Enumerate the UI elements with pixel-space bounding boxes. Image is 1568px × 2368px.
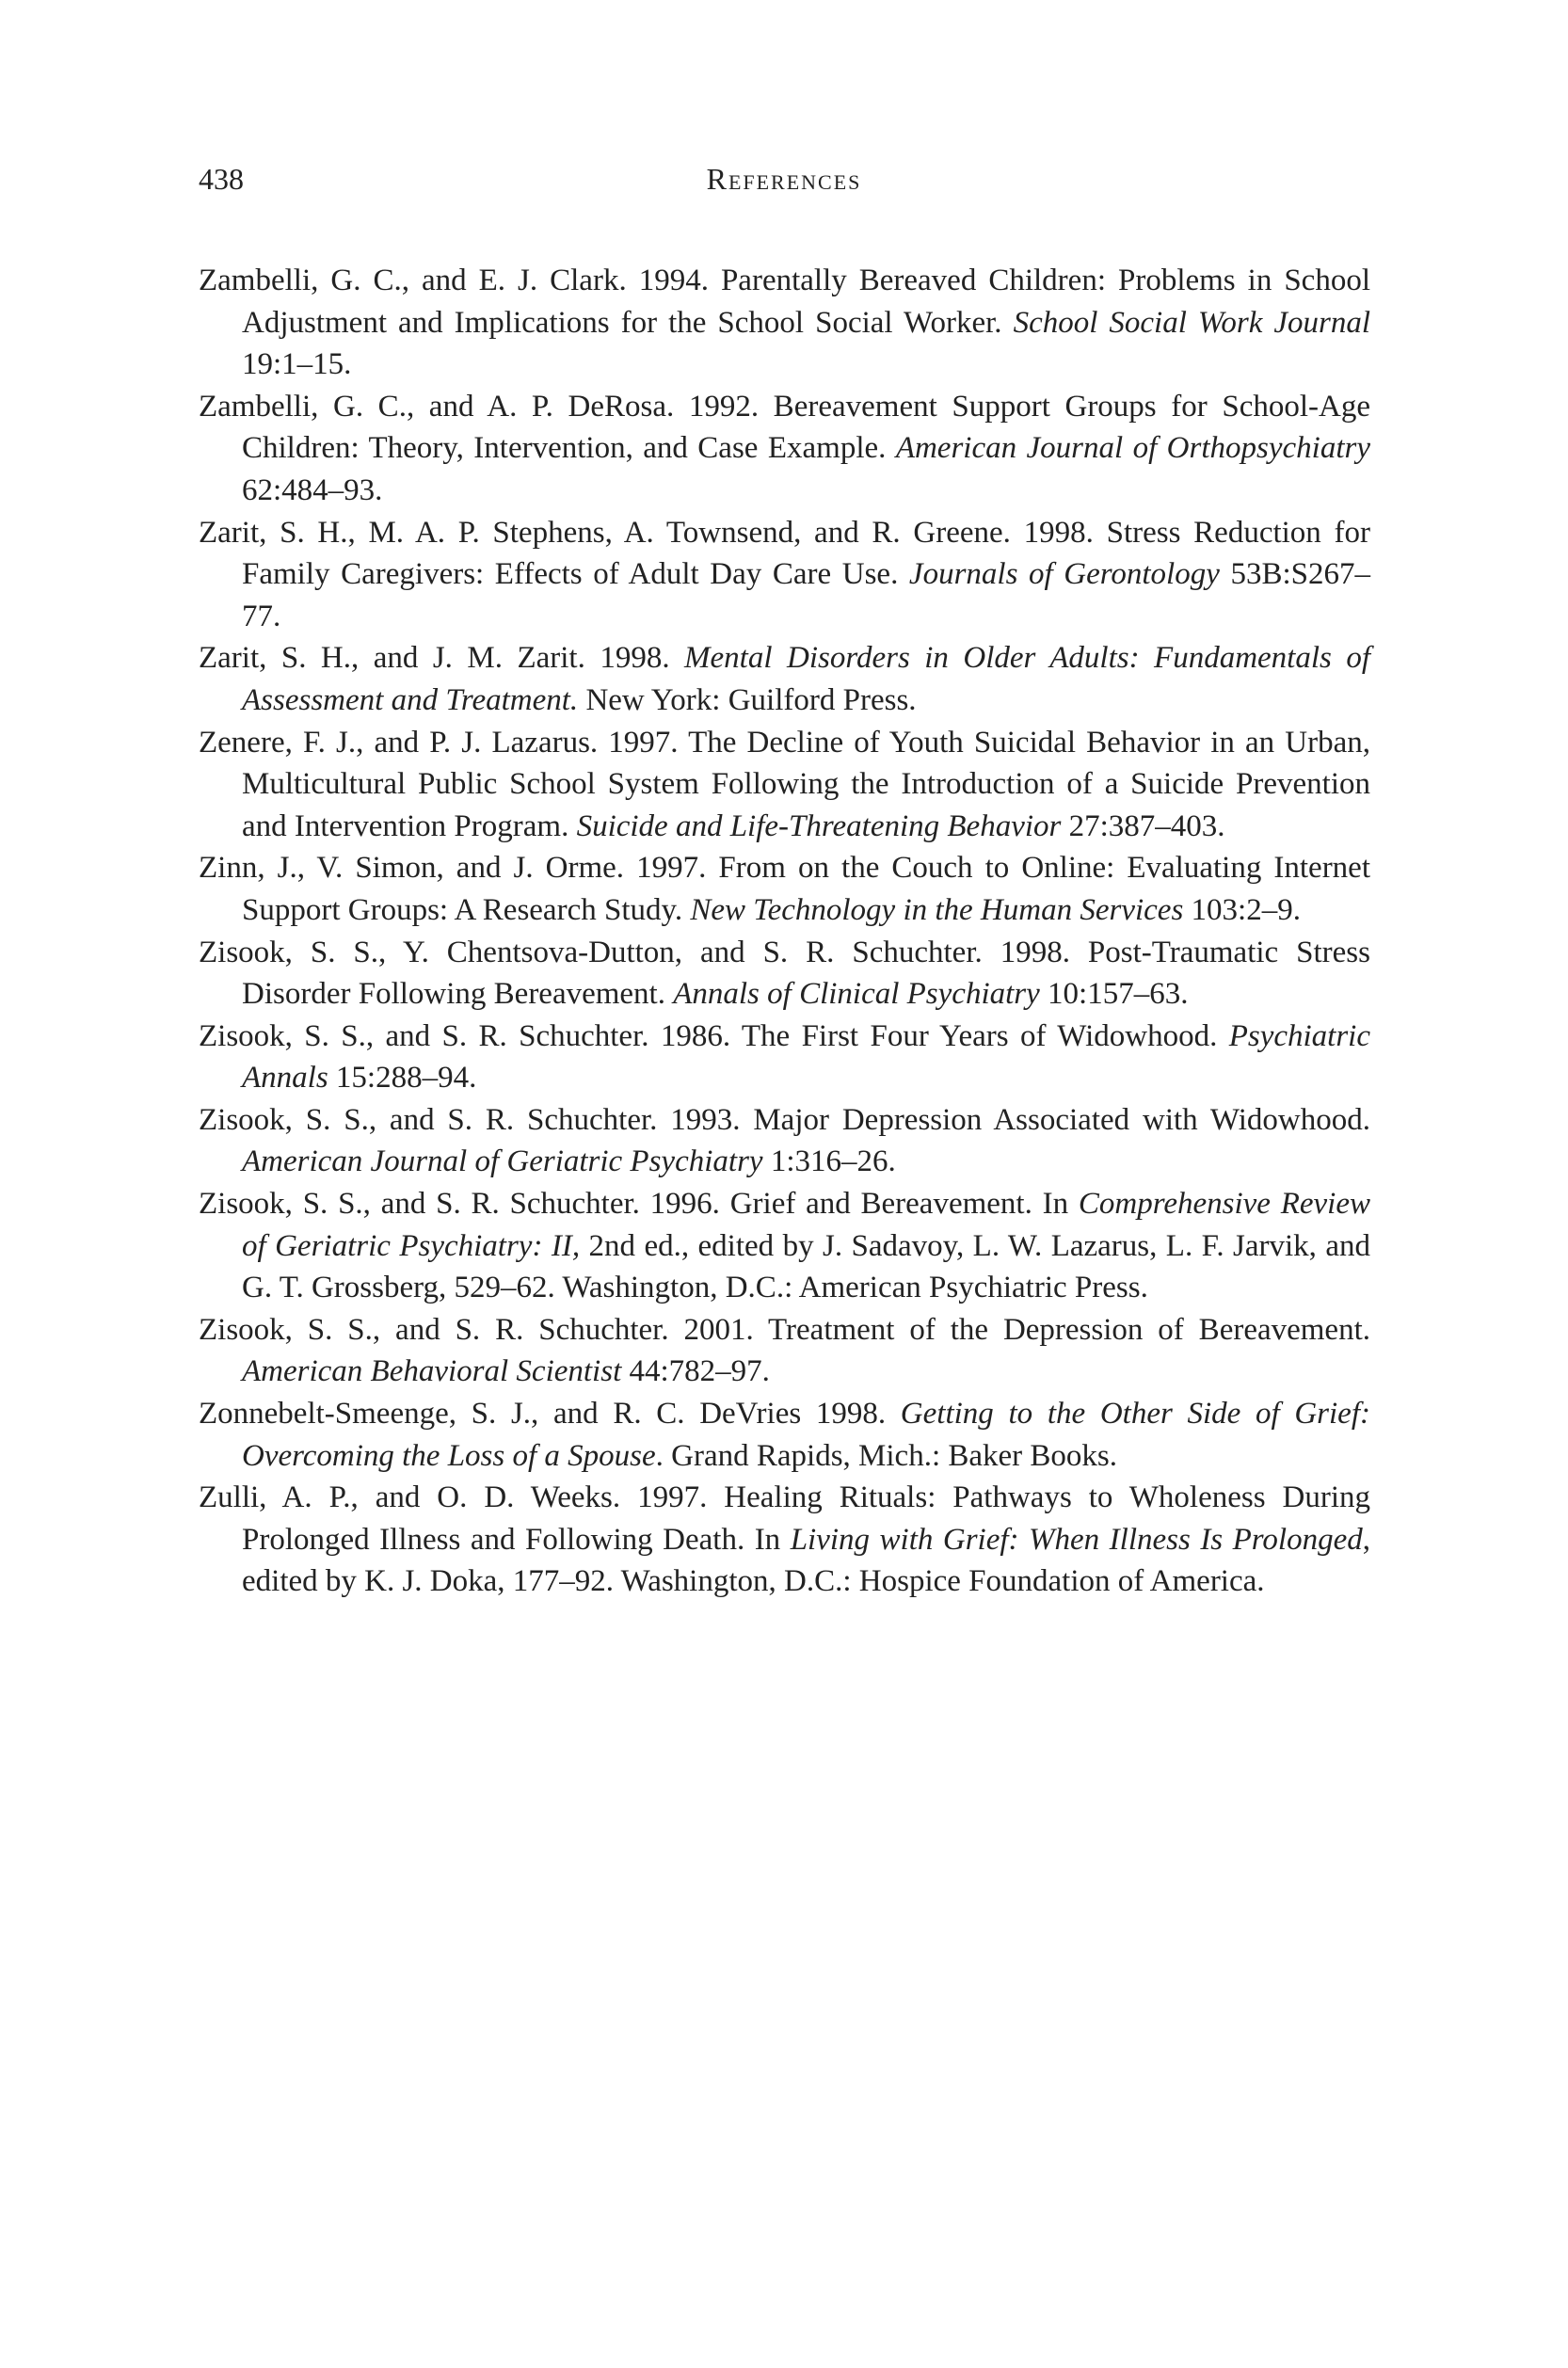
- reference-text: 2nd ed., edited by J. Sadavoy, L. W. Lazarus, L. F. Jarvik, and G. T. Grossberg, 529–62. Washington, D.C.: American Psychiatric Press.: [242, 1228, 1370, 1305]
- reference-list: [199, 260, 1370, 1603]
- reference-entry: [199, 1183, 1370, 1309]
- reference-text: 19:1–15.: [242, 347, 352, 382]
- reference-text: , edited by K. J. Doka, 177–92. Washington, D.C.: Hospice Foundation of America.: [242, 1522, 1370, 1599]
- running-head: References: [706, 162, 862, 196]
- reference-text: Zambelli, G. C., and A. P. DeRosa. 1992. Bereavement Support Groups for School-Age Children: Theory, Intervention, and Case Example.: [199, 389, 1370, 466]
- reference-entry: [199, 512, 1370, 638]
- reference-source-title: Getting to the Other Side of Grief: Overcoming the Loss of a Spouse: [242, 1397, 1370, 1473]
- reference-source-title: Journals of Gerontology: [908, 557, 1220, 592]
- reference-entry: [199, 1477, 1370, 1603]
- reference-text: Zarit, S. H., M. A. P. Stephens, A. Townsend, and R. Greene. 1998. Stress Reduction for Family Caregivers: Effects of Adult Day Care Use.: [199, 515, 1370, 592]
- reference-text: 10:157–63.: [1039, 977, 1189, 1012]
- reference-entry: [199, 932, 1370, 1016]
- reference-text: Zonnebelt-Smeenge, S. J., and R. C. DeVries 1998.: [199, 1397, 901, 1432]
- reference-text: Zambelli, G. C., and E. J. Clark. 1994. Parentally Bereaved Children: Problems in School Adjustment and Implications for the School Social Worker.: [199, 264, 1370, 340]
- reference-text: 62:484–93.: [242, 472, 383, 507]
- reference-text: Zisook, S. S., and S. R. Schuchter. 1996. Grief and Bereavement. In: [199, 1187, 1079, 1222]
- page-number: 438: [199, 162, 244, 196]
- reference-text: 15:288–94.: [328, 1061, 477, 1096]
- reference-text: 44:782–97.: [621, 1354, 770, 1389]
- reference-entry: [199, 1099, 1370, 1183]
- reference-text: Zinn, J., V. Simon, and J. Orme. 1997. From on the Couch to Online: Evaluating Internet Support Groups: A Research Study.: [199, 851, 1370, 927]
- reference-source-title: American Journal of Geriatric Psychiatry: [242, 1144, 763, 1179]
- reference-text: Zisook, S. S., and S. R. Schuchter. 2001. Treatment of the Depression of Bereavement.: [199, 1312, 1370, 1347]
- reference-text: New York: Guilford Press.: [578, 682, 917, 717]
- reference-entry: [199, 386, 1370, 512]
- reference-source-title: Suicide and Life-Threatening Behavior: [576, 808, 1062, 843]
- reference-text: Zulli, A. P., and O. D. Weeks. 1997. Healing Rituals: Pathways to Wholeness During Prolonged Illness and Following Death. In: [199, 1480, 1370, 1557]
- reference-entry: [199, 1016, 1370, 1099]
- reference-entry: [199, 1309, 1370, 1393]
- reference-text: 103:2–9.: [1183, 892, 1301, 927]
- reference-entry: [199, 722, 1370, 848]
- reference-source-title: Psychiatric Annals: [242, 1018, 1370, 1096]
- reference-entry: [199, 637, 1370, 721]
- reference-text: 27:387–403.: [1061, 808, 1225, 843]
- reference-text: Zenere, F. J., and P. J. Lazarus. 1997. The Decline of Youth Suicidal Behavior in an Urban, Multicultural Public School System Following the Introduction of a Suicide Prevention and Intervention Program.: [199, 725, 1370, 843]
- reference-text: 1:316–26.: [762, 1144, 896, 1179]
- reference-entry: [199, 847, 1370, 931]
- reference-text: Zisook, S. S., and S. R. Schuchter. 1993. Major Depression Associated with Widowhood.: [199, 1102, 1370, 1137]
- reference-source-title: New Technology in the Human Services: [690, 892, 1184, 927]
- reference-text: Zisook, S. S., and S. R. Schuchter. 1986. The First Four Years of Widowhood.: [199, 1018, 1229, 1053]
- page-header: [0, 158, 1568, 200]
- reference-entry: [199, 1393, 1370, 1477]
- reference-source-title: Living with Grief: When Illness Is Prolonged: [790, 1522, 1363, 1557]
- reference-source-title: Comprehensive Review of Geriatric Psychiatry: II,: [242, 1187, 1370, 1263]
- reference-source-title: American Journal of Orthopsychiatry: [895, 431, 1370, 466]
- reference-source-title: Mental Disorders in Older Adults: Fundamentals of Assessment and Treatment.: [242, 641, 1371, 717]
- reference-entry: [199, 260, 1370, 386]
- reference-source-title: American Behavioral Scientist: [242, 1354, 622, 1389]
- reference-source-title: Annals of Clinical Psychiatry: [673, 977, 1040, 1012]
- reference-text: Zisook, S. S., Y. Chentsova-Dutton, and S. R. Schuchter. 1998. Post-Traumatic Stress Disorder Following Bereavement.: [199, 935, 1370, 1012]
- reference-text: 53B:S267–77.: [242, 557, 1371, 633]
- reference-text: Zarit, S. H., and J. M. Zarit. 1998.: [199, 641, 685, 676]
- reference-source-title: School Social Work Journal: [1013, 305, 1371, 340]
- reference-text: . Grand Rapids, Mich.: Baker Books.: [655, 1438, 1118, 1473]
